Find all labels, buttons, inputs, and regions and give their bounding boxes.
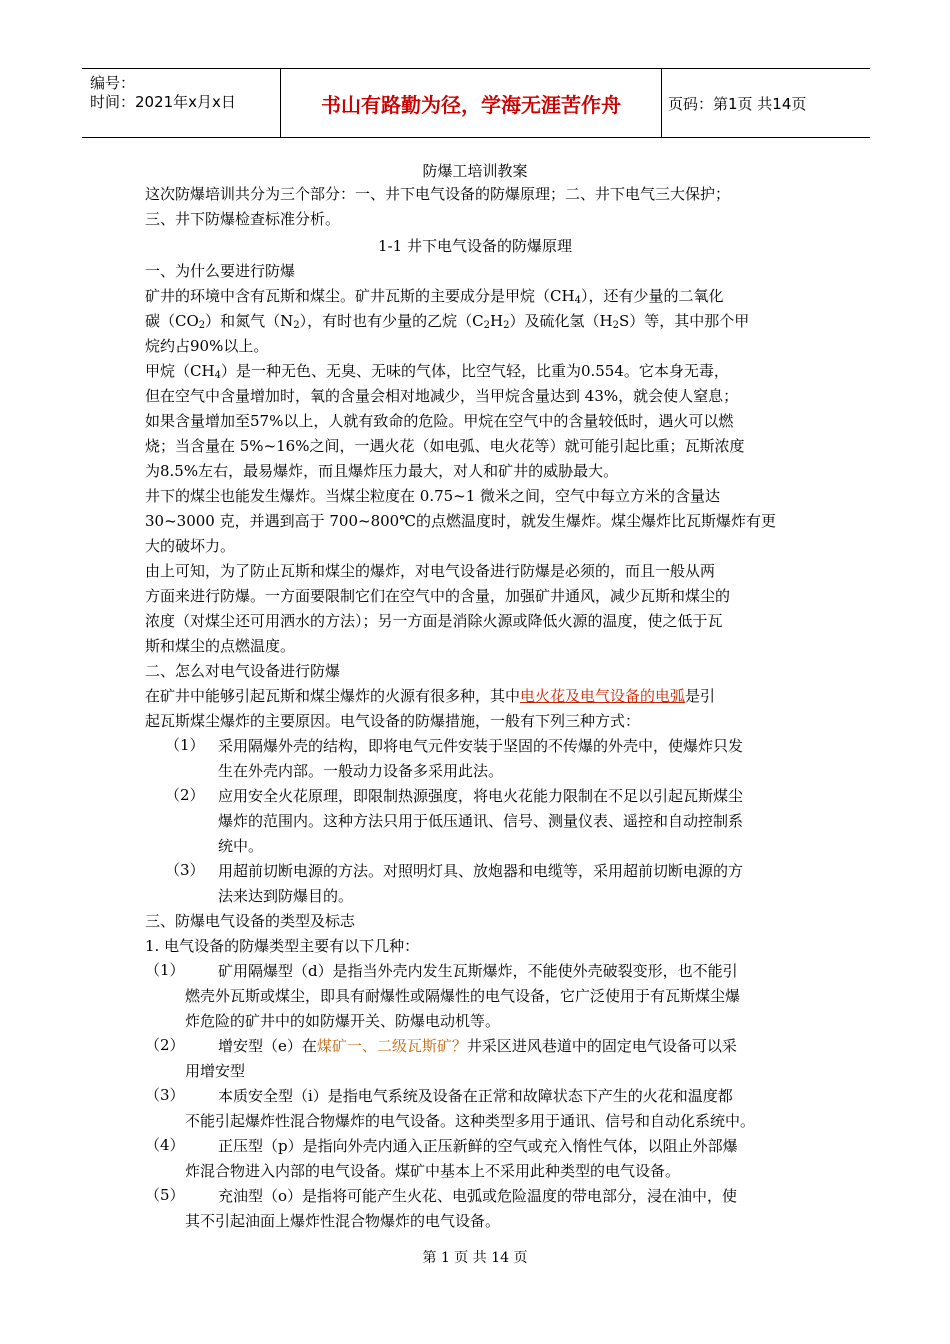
- p4-line-2: 方面来进行防爆。一方面要限制它们在空气中的含量，加强矿井通风，减少瓦斯和煤尘的: [145, 587, 731, 605]
- p3-line-2: 30~3000 克，并遇到高于 700~800℃的点燃温度时，就发生爆炸。煤尘爆炸比瓦斯爆炸有更: [145, 512, 776, 530]
- code-label: 编号：: [90, 74, 136, 92]
- page-footer: 第 1 页 共 14 页: [422, 1250, 528, 1266]
- type-2-line-1: 增安型（e）在煤矿一、二级瓦斯矿？井采区进风巷道中的固定电气设备可以采: [218, 1037, 737, 1055]
- type-1-number: （1）: [145, 961, 185, 979]
- p1-line-2: 碳$(CO_2)$和氮气$(N_2)$，有时也有少量的乙烷$(C_2H_2)$及硫化氢$(H_2S)$等，其中那个甲: [145, 312, 750, 331]
- p2-line-4: 烧；当含量在 5%~16%之间，一遇火花（如电弧、电火花等）就可能引起比重；瓦斯浓度: [145, 437, 745, 455]
- type-4-line-1: 正压型（p）是指向外壳内通入正压新鲜的空气或充入惰性气体，以阻止外部爆: [218, 1137, 738, 1155]
- p2-line-5: 为8.5%左右，最易爆炸，而且爆炸压力最大，对人和矿井的威胁最大。: [145, 462, 619, 480]
- header-motto: 书山有路勤为径，学海无涯苦作舟: [280, 69, 662, 137]
- p4-line-4: 斯和煤尘的点燃温度。: [145, 637, 296, 655]
- method-2-line-3: 统中。: [218, 837, 264, 855]
- method-3-line-2: 法来达到防爆目的。: [218, 887, 354, 905]
- type-2-number: （2）: [145, 1036, 185, 1054]
- method-1-number: （1）: [165, 736, 205, 754]
- p3-line-1: 井下的煤尘也能发生爆炸。当煤尘粒度在 0.75~1 微米之间，空气中每立方米的含量达: [145, 487, 721, 505]
- method-1-line-1: 采用隔爆外壳的结构，即将电气元件安装于坚固的不传爆的外壳中，使爆炸只发: [218, 737, 744, 755]
- p1-line-1: 矿井的环境中含有瓦斯和煤尘。矿井瓦斯的主要成分是甲烷$(CH_4)$，还有少量的二氧化: [145, 287, 724, 306]
- method-2-line-1: 应用安全火花原理，即限制热源强度，将电火花能力限制在不足以引起瓦斯煤尘: [218, 787, 744, 805]
- question-text: 煤矿一、二级瓦斯矿？: [316, 1037, 467, 1055]
- p2-line-3: 如果含量增加至57%以上，人就有致命的危险。甲烷在空气中的含量较低时，遇火可以燃: [145, 412, 734, 430]
- method-2-line-2: 爆炸的范围内。这种方法只用于低压通讯、信号、测量仪表、遥控和自动控制系: [218, 812, 744, 830]
- type-4-line-2: 炸混合物进入内部的电气设备。煤矿中基本上不采用此种类型的电气设备。: [185, 1162, 681, 1180]
- p1-line-3: 烷约占90%以上。: [145, 337, 269, 355]
- page-header: [82, 68, 870, 138]
- p3-line-3: 大的破坏力。: [145, 537, 236, 555]
- method-1-line-2: 生在外壳内部。一般动力设备多采用此法。: [218, 762, 504, 780]
- type-2-line-2: 用增安型: [185, 1062, 246, 1080]
- highlight-text: 电火花及电气设备的电弧: [520, 687, 686, 705]
- p2-line-2: 但在空气中含量增加时，氧的含量会相对地减少，当甲烷含量达到 43%，就会使人窒息；: [145, 387, 739, 405]
- intro-line-2: 三、井下防爆检查标准分析。: [145, 210, 341, 228]
- type-5-line-2: 其不引起油面上爆炸性混合物爆炸的电气设备。: [185, 1212, 501, 1230]
- method-3-line-1: 用超前切断电源的方法。对照明灯具、放炮器和电缆等，采用超前切断电源的方: [218, 862, 744, 880]
- heading-2: 二、怎么对电气设备进行防爆: [145, 662, 341, 680]
- type-1-line-2: 燃壳外瓦斯或煤尘，即具有耐爆性或隔爆性的电气设备，它广泛使用于有瓦斯煤尘爆: [185, 987, 741, 1005]
- heading-1: 一、为什么要进行防爆: [145, 262, 296, 280]
- p4-line-1: 由上可知，为了防止瓦斯和煤尘的爆炸，对电气设备进行防爆是必须的，而且一般从两: [145, 562, 716, 580]
- type-1-line-1: 矿用隔爆型（d）是指当外壳内发生瓦斯爆炸，不能使外壳破裂变形，也不能引: [218, 962, 738, 980]
- type-5-number: （5）: [145, 1186, 185, 1204]
- type-5-line-1: 充油型（o）是指将可能产生火花、电弧或危险温度的带电部分，浸在油中，使: [218, 1187, 738, 1205]
- header-page-label: 页码：第1页 共14页: [668, 94, 807, 113]
- time-label: 时间：2021年x月x日: [90, 93, 236, 111]
- doc-title: 防爆工培训教案: [422, 162, 528, 180]
- method-3-number: （3）: [165, 861, 205, 879]
- type-4-number: （4）: [145, 1136, 185, 1154]
- header-info-cell: [82, 69, 280, 137]
- section-title: 1-1 井下电气设备的防爆原理: [378, 237, 572, 255]
- p2-line-1: 甲烷$(CH_4)$是一种无色、无臭、无味的气体，比空气轻，比重为0.554。它本身无毒，: [145, 362, 729, 381]
- p4-line-3: 浓度（对煤尘还可用洒水的方法）；另一方面是消除火源或降低火源的温度，使之低于瓦: [145, 612, 723, 630]
- heading-3: 三、防爆电气设备的类型及标志: [145, 912, 356, 930]
- type-3-number: （3）: [145, 1086, 185, 1104]
- method-2-number: （2）: [165, 786, 205, 804]
- heading-3-sub: 1. 电气设备的防爆类型主要有以下几种：: [145, 937, 420, 955]
- p5-line-1: 在矿井中能够引起瓦斯和煤尘爆炸的火源有很多种，其中电火花及电气设备的电弧是引: [145, 687, 716, 705]
- p5-line-2: 起瓦斯煤尘爆炸的主要原因。电气设备的防爆措施，一般有下列三种方式：: [145, 712, 641, 730]
- intro-line-1: 这次防爆培训共分为三个部分：一、井下电气设备的防爆原理；二、井下电气三大保护；: [145, 185, 731, 203]
- type-3-line-2: 不能引起爆炸性混合物爆炸的电气设备。这种类型多用于通讯、信号和自动化系统中。: [185, 1112, 756, 1130]
- type-1-line-3: 炸危险的矿井中的如防爆开关、防爆电动机等。: [185, 1012, 501, 1030]
- type-3-line-1: 本质安全型（i）是指电气系统及设备在正常和故障状态下产生的火花和温度都: [218, 1087, 733, 1105]
